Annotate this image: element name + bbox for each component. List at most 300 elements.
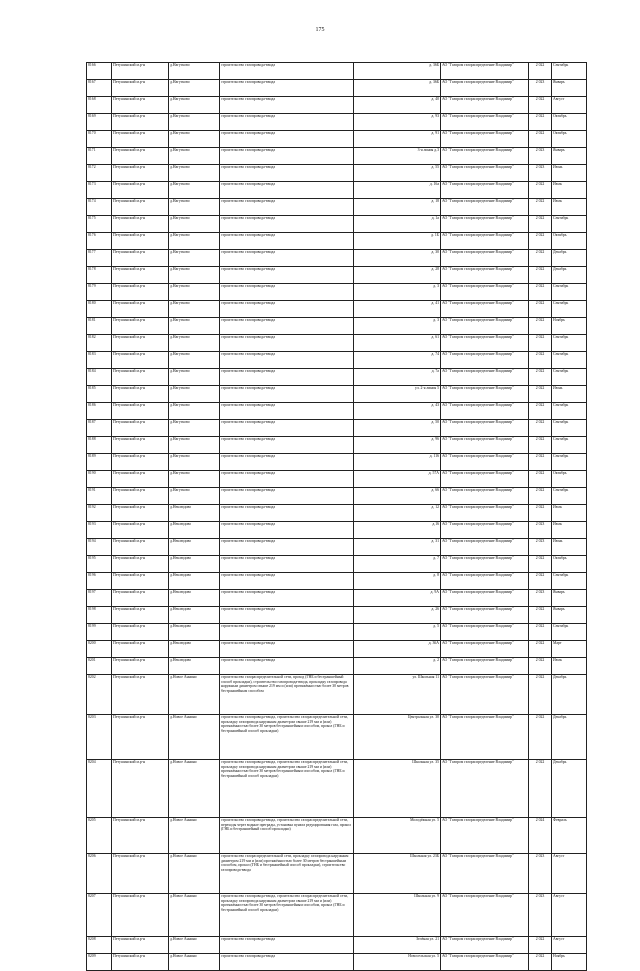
- row-number-cell: 8185: [87, 386, 112, 403]
- table-row: [87, 658, 587, 675]
- table-row: [87, 894, 587, 937]
- address-cell: д. 91: [354, 131, 441, 148]
- table-row: [87, 954, 587, 971]
- work-type-cell: строительство газопровода-ввода: [220, 131, 354, 148]
- year-cell: 2 022: [529, 216, 552, 233]
- records-table: [86, 62, 587, 971]
- table-row: [87, 148, 587, 165]
- table-row: [87, 675, 587, 715]
- month-cell: Декабрь: [552, 267, 587, 284]
- locality-cell: д.Нагутково: [169, 182, 220, 199]
- district-cell: Петушинский м.р-н: [112, 954, 169, 971]
- address-cell: д. 1Б: [354, 233, 441, 250]
- district-cell: Петушинский м.р-н: [112, 267, 169, 284]
- address-cell: ул. Школьная 11: [354, 675, 441, 715]
- address-cell: д. 16а: [354, 182, 441, 199]
- work-type-cell: строительство газопровода-ввода: [220, 369, 354, 386]
- organization-cell: АО "Газпром газораспределение Владимир": [441, 437, 529, 454]
- year-cell: 2 022: [529, 624, 552, 641]
- district-cell: Петушинский м.р-н: [112, 760, 169, 818]
- table-row: [87, 131, 587, 148]
- address-cell: д. 93: [354, 114, 441, 131]
- year-cell: 2 022: [529, 760, 552, 818]
- organization-cell: АО "Газпром газораспределение Владимир": [441, 267, 529, 284]
- organization-cell: АО "Газпром газораспределение Владимир": [441, 715, 529, 760]
- work-type-cell: строительство газораспределительной сети, прокладку газопровода наружным диаметром 219 мм и (или) протяжённостью более 30 метров бестраншейным способом, прокол (ГНБ и бестраншейный способ прокладки), строительство газопровода-ввода: [220, 854, 354, 894]
- locality-cell: д.Новое Аннино: [169, 675, 220, 715]
- row-number-cell: 8201: [87, 658, 112, 675]
- work-type-cell: строительство газопровода-ввода: [220, 471, 354, 488]
- address-cell: д.16: [354, 522, 441, 539]
- month-cell: Сентябрь: [552, 420, 587, 437]
- district-cell: Петушинский м.р-н: [112, 471, 169, 488]
- year-cell: 2 022: [529, 437, 552, 454]
- address-cell: д. 5: [354, 624, 441, 641]
- locality-cell: д.Нагутково: [169, 318, 220, 335]
- work-type-cell: строительство газопровода-ввода: [220, 301, 354, 318]
- year-cell: 2 023: [529, 522, 552, 539]
- organization-cell: АО "Газпром газораспределение Владимир": [441, 63, 529, 80]
- month-cell: Июль: [552, 199, 587, 216]
- table-row: [87, 80, 587, 97]
- district-cell: Петушинский м.р-н: [112, 131, 169, 148]
- district-cell: Петушинский м.р-н: [112, 641, 169, 658]
- year-cell: 2 022: [529, 954, 552, 971]
- month-cell: Октябрь: [552, 471, 587, 488]
- district-cell: Петушинский м.р-н: [112, 199, 169, 216]
- row-number-cell: 8199: [87, 624, 112, 641]
- row-number-cell: 8184: [87, 369, 112, 386]
- table-row: [87, 488, 587, 505]
- table-row: [87, 369, 587, 386]
- address-cell: д. 66: [354, 488, 441, 505]
- district-cell: Петушинский м.р-н: [112, 607, 169, 624]
- month-cell: Октябрь: [552, 114, 587, 131]
- locality-cell: д.Нагутково: [169, 335, 220, 352]
- row-number-cell: 8179: [87, 284, 112, 301]
- year-cell: 2 023: [529, 539, 552, 556]
- row-number-cell: 8204: [87, 760, 112, 818]
- organization-cell: АО "Газпром газораспределение Владимир": [441, 352, 529, 369]
- month-cell: Октябрь: [552, 233, 587, 250]
- row-number-cell: 8206: [87, 854, 112, 894]
- row-number-cell: 8166: [87, 63, 112, 80]
- locality-cell: д.Нагутково: [169, 437, 220, 454]
- table-row: [87, 250, 587, 267]
- organization-cell: АО "Газпром газораспределение Владимир": [441, 233, 529, 250]
- year-cell: 2 024: [529, 818, 552, 854]
- month-cell: Сентябрь: [552, 335, 587, 352]
- district-cell: Петушинский м.р-н: [112, 63, 169, 80]
- district-cell: Петушинский м.р-н: [112, 335, 169, 352]
- work-type-cell: строительство газопровода-ввода: [220, 284, 354, 301]
- row-number-cell: 8169: [87, 114, 112, 131]
- work-type-cell: строительство газопровода-ввода, строительство газораспределительной сети, прокладку газопровода наружным диаметром свыше 219 мм и (или) протяжённостью более 30 метров бестраншейным способом, прокол (ГНБ и бестраншейный способ прокладки): [220, 760, 354, 818]
- row-number-cell: 8194: [87, 539, 112, 556]
- year-cell: 2 022: [529, 352, 552, 369]
- year-cell: 2 022: [529, 556, 552, 573]
- district-cell: Петушинский м.р-н: [112, 894, 169, 937]
- month-cell: Октябрь: [552, 131, 587, 148]
- address-cell: д. 96: [354, 437, 441, 454]
- table-row: [87, 114, 587, 131]
- row-number-cell: 8191: [87, 488, 112, 505]
- organization-cell: АО "Газпром газораспределение Владимир": [441, 573, 529, 590]
- organization-cell: АО "Газпром газораспределение Владимир": [441, 420, 529, 437]
- table-row: [87, 715, 587, 760]
- work-type-cell: строительство газораспределительной сети, проход (ГНБ и бестраншейный способ прокладки), строительство газопровода-ввода, прокладку газопровода наружным диаметром свыше 219 мм и (или) протяжённостью более 30 метров бестраншейным способом: [220, 675, 354, 715]
- work-type-cell: строительство газопровода-ввода: [220, 607, 354, 624]
- row-number-cell: 8174: [87, 199, 112, 216]
- organization-cell: АО "Газпром газораспределение Владимир": [441, 80, 529, 97]
- district-cell: Петушинский м.р-н: [112, 854, 169, 894]
- table-row: [87, 539, 587, 556]
- organization-cell: АО "Газпром газораспределение Владимир": [441, 284, 529, 301]
- work-type-cell: строительство газопровода-ввода, строительство газораспределительной сети, прокладку газопровода наружным диаметром свыше 219 мм и (или) протяжённостью более 30 метров бестраншейным способом, прокол (ГНБ и бестраншейный способ прокладки): [220, 894, 354, 937]
- row-number-cell: 8198: [87, 607, 112, 624]
- year-cell: 2 022: [529, 267, 552, 284]
- organization-cell: АО "Газпром газораспределение Владимир": [441, 556, 529, 573]
- organization-cell: АО "Газпром газораспределение Владимир": [441, 894, 529, 937]
- organization-cell: АО "Газпром газораспределение Владимир": [441, 954, 529, 971]
- year-cell: 2 022: [529, 199, 552, 216]
- address-cell: Центральная ул. 30: [354, 715, 441, 760]
- work-type-cell: строительство газопровода-ввода: [220, 420, 354, 437]
- locality-cell: д.Нагутково: [169, 216, 220, 233]
- locality-cell: д.Неклюдово: [169, 539, 220, 556]
- locality-cell: д.Неклюдово: [169, 590, 220, 607]
- locality-cell: д.Новое Аннино: [169, 954, 220, 971]
- organization-cell: АО "Газпром газораспределение Владимир": [441, 216, 529, 233]
- address-cell: д. 9А: [354, 590, 441, 607]
- organization-cell: АО "Газпром газораспределение Владимир": [441, 335, 529, 352]
- work-type-cell: строительство газопровода-ввода: [220, 954, 354, 971]
- district-cell: Петушинский м.р-н: [112, 403, 169, 420]
- organization-cell: АО "Газпром газораспределение Владимир": [441, 675, 529, 715]
- month-cell: Ноябрь: [552, 318, 587, 335]
- row-number-cell: 8207: [87, 894, 112, 937]
- table-row: [87, 420, 587, 437]
- work-type-cell: строительство газопровода-ввода: [220, 488, 354, 505]
- organization-cell: АО "Газпром газораспределение Владимир": [441, 131, 529, 148]
- organization-cell: АО "Газпром газораспределение Владимир": [441, 454, 529, 471]
- district-cell: Петушинский м.р-н: [112, 488, 169, 505]
- organization-cell: АО "Газпром газораспределение Владимир": [441, 760, 529, 818]
- row-number-cell: 8180: [87, 301, 112, 318]
- address-cell: д. 74: [354, 352, 441, 369]
- year-cell: 2 023: [529, 854, 552, 894]
- table-row: [87, 590, 587, 607]
- work-type-cell: строительство газопровода-ввода: [220, 335, 354, 352]
- district-cell: Петушинский м.р-н: [112, 216, 169, 233]
- organization-cell: АО "Газпром газораспределение Владимир": [441, 488, 529, 505]
- year-cell: 2 022: [529, 641, 552, 658]
- year-cell: 2 022: [529, 488, 552, 505]
- page-number: 175: [315, 27, 325, 33]
- month-cell: Август: [552, 854, 587, 894]
- address-cell: Школьная ул. 35: [354, 760, 441, 818]
- year-cell: 2 022: [529, 318, 552, 335]
- month-cell: Сентябрь: [552, 352, 587, 369]
- row-number-cell: 8173: [87, 182, 112, 199]
- locality-cell: д.Неклюдово: [169, 658, 220, 675]
- organization-cell: АО "Газпром газораспределение Владимир": [441, 114, 529, 131]
- table-row: [87, 267, 587, 284]
- locality-cell: д.Нагутково: [169, 165, 220, 182]
- locality-cell: д.Нагутково: [169, 148, 220, 165]
- address-cell: д. 26: [354, 607, 441, 624]
- district-cell: Петушинский м.р-н: [112, 182, 169, 199]
- year-cell: 2 022: [529, 97, 552, 114]
- year-cell: 2 022: [529, 658, 552, 675]
- table-row: [87, 437, 587, 454]
- row-number-cell: 8209: [87, 954, 112, 971]
- table-row: [87, 624, 587, 641]
- table-row: [87, 301, 587, 318]
- locality-cell: д.Нагутково: [169, 267, 220, 284]
- row-number-cell: 8178: [87, 267, 112, 284]
- locality-cell: д.Новое Аннино: [169, 937, 220, 954]
- month-cell: Сентябрь: [552, 454, 587, 471]
- month-cell: Декабрь: [552, 715, 587, 760]
- month-cell: Сентябрь: [552, 369, 587, 386]
- row-number-cell: 8190: [87, 471, 112, 488]
- address-cell: д. 36Б: [354, 80, 441, 97]
- month-cell: Декабрь: [552, 675, 587, 715]
- locality-cell: д.Неклюдово: [169, 505, 220, 522]
- year-cell: 2 023: [529, 590, 552, 607]
- row-number-cell: 8183: [87, 352, 112, 369]
- work-type-cell: строительство газопровода-ввода: [220, 403, 354, 420]
- month-cell: Август: [552, 97, 587, 114]
- work-type-cell: строительство газопровода-ввода: [220, 63, 354, 80]
- locality-cell: д.Нагутково: [169, 301, 220, 318]
- organization-cell: АО "Газпром газораспределение Владимир": [441, 607, 529, 624]
- work-type-cell: строительство газопровода-ввода: [220, 624, 354, 641]
- district-cell: Петушинский м.р-н: [112, 658, 169, 675]
- table-row: [87, 937, 587, 954]
- address-cell: Зелёная ул. 21: [354, 937, 441, 954]
- organization-cell: АО "Газпром газораспределение Владимир": [441, 658, 529, 675]
- table-row: [87, 522, 587, 539]
- table-row: [87, 233, 587, 250]
- table-row: [87, 818, 587, 854]
- locality-cell: д.Неклюдово: [169, 556, 220, 573]
- address-cell: Школьная ул. 9: [354, 894, 441, 937]
- address-cell: д. 18: [354, 199, 441, 216]
- table-row: [87, 97, 587, 114]
- work-type-cell: строительство газопровода-ввода: [220, 114, 354, 131]
- row-number-cell: 8208: [87, 937, 112, 954]
- work-type-cell: строительство газопровода-ввода: [220, 233, 354, 250]
- organization-cell: АО "Газпром газораспределение Владимир": [441, 318, 529, 335]
- month-cell: Сентябрь: [552, 573, 587, 590]
- month-cell: Июль: [552, 505, 587, 522]
- organization-cell: АО "Газпром газораспределение Владимир": [441, 522, 529, 539]
- work-type-cell: строительство газопровода-ввода: [220, 97, 354, 114]
- year-cell: 2 022: [529, 63, 552, 80]
- year-cell: 2 022: [529, 335, 552, 352]
- row-number-cell: 8188: [87, 437, 112, 454]
- row-number-cell: 8205: [87, 818, 112, 854]
- table-row: [87, 386, 587, 403]
- organization-cell: АО "Газпром газораспределение Владимир": [441, 818, 529, 854]
- district-cell: Петушинский м.р-н: [112, 454, 169, 471]
- month-cell: Август: [552, 894, 587, 937]
- organization-cell: АО "Газпром газораспределение Владимир": [441, 386, 529, 403]
- locality-cell: д.Нагутково: [169, 250, 220, 267]
- year-cell: 2 022: [529, 284, 552, 301]
- year-cell: 2 022: [529, 471, 552, 488]
- row-number-cell: 8182: [87, 335, 112, 352]
- locality-cell: д.Нагутково: [169, 199, 220, 216]
- row-number-cell: 8202: [87, 675, 112, 715]
- district-cell: Петушинский м.р-н: [112, 301, 169, 318]
- table-row: [87, 760, 587, 818]
- address-cell: д. 1а: [354, 216, 441, 233]
- month-cell: Сентябрь: [552, 624, 587, 641]
- work-type-cell: строительство газопровода-ввода: [220, 641, 354, 658]
- month-cell: Сентябрь: [552, 437, 587, 454]
- locality-cell: д.Нагутково: [169, 386, 220, 403]
- organization-cell: АО "Газпром газораспределение Владимир": [441, 250, 529, 267]
- locality-cell: д.Новое Аннино: [169, 818, 220, 854]
- row-number-cell: 8171: [87, 148, 112, 165]
- district-cell: Петушинский м.р-н: [112, 114, 169, 131]
- district-cell: Петушинский м.р-н: [112, 420, 169, 437]
- address-cell: д. 8: [354, 573, 441, 590]
- locality-cell: д.Нагутково: [169, 403, 220, 420]
- district-cell: Петушинский м.р-н: [112, 352, 169, 369]
- table-row: [87, 505, 587, 522]
- month-cell: Февраль: [552, 818, 587, 854]
- year-cell: 2 022: [529, 573, 552, 590]
- month-cell: Июнь: [552, 386, 587, 403]
- month-cell: Сентябрь: [552, 488, 587, 505]
- row-number-cell: 8186: [87, 403, 112, 420]
- work-type-cell: строительство газопровода-ввода: [220, 199, 354, 216]
- district-cell: Петушинский м.р-н: [112, 148, 169, 165]
- row-number-cell: 8196: [87, 573, 112, 590]
- district-cell: Петушинский м.р-н: [112, 284, 169, 301]
- work-type-cell: строительство газопровода-ввода: [220, 454, 354, 471]
- address-cell: ул. 2-я линия 5: [354, 386, 441, 403]
- organization-cell: АО "Газпром газораспределение Владимир": [441, 471, 529, 488]
- locality-cell: д.Нагутково: [169, 352, 220, 369]
- table-row: [87, 556, 587, 573]
- year-cell: 2 022: [529, 937, 552, 954]
- address-cell: д. 7а: [354, 369, 441, 386]
- locality-cell: д.Неклюдово: [169, 641, 220, 658]
- district-cell: Петушинский м.р-н: [112, 675, 169, 715]
- table-row: [87, 335, 587, 352]
- address-cell: д. 3: [354, 284, 441, 301]
- locality-cell: д.Неклюдово: [169, 624, 220, 641]
- locality-cell: д.Новое Аннино: [169, 760, 220, 818]
- work-type-cell: строительство газопровода-ввода: [220, 522, 354, 539]
- records-table-body: [87, 63, 587, 971]
- row-number-cell: 8200: [87, 641, 112, 658]
- organization-cell: АО "Газпром газораспределение Владимир": [441, 641, 529, 658]
- year-cell: 2 022: [529, 182, 552, 199]
- address-cell: 3-я линия д.3: [354, 148, 441, 165]
- address-cell: д. 12: [354, 505, 441, 522]
- month-cell: Сентябрь: [552, 403, 587, 420]
- table-row: [87, 403, 587, 420]
- year-cell: 2 023: [529, 80, 552, 97]
- row-number-cell: 8192: [87, 505, 112, 522]
- work-type-cell: строительство газопровода-ввода: [220, 216, 354, 233]
- year-cell: 2 022: [529, 250, 552, 267]
- locality-cell: д.Нагутково: [169, 471, 220, 488]
- locality-cell: д.Нагутково: [169, 369, 220, 386]
- month-cell: Октябрь: [552, 556, 587, 573]
- work-type-cell: строительство газопровода-ввода: [220, 505, 354, 522]
- work-type-cell: строительство газопровода-ввода: [220, 250, 354, 267]
- address-cell: д. 61: [354, 335, 441, 352]
- year-cell: 2 022: [529, 607, 552, 624]
- year-cell: 2 022: [529, 131, 552, 148]
- locality-cell: д.Нагутково: [169, 80, 220, 97]
- month-cell: Январь: [552, 607, 587, 624]
- district-cell: Петушинский м.р-н: [112, 573, 169, 590]
- row-number-cell: 8167: [87, 80, 112, 97]
- work-type-cell: строительство газопровода-ввода: [220, 658, 354, 675]
- work-type-cell: строительство газопровода-ввода: [220, 352, 354, 369]
- locality-cell: д.Неклюдово: [169, 573, 220, 590]
- locality-cell: д.Новое Аннино: [169, 715, 220, 760]
- address-cell: д. 57А: [354, 471, 441, 488]
- year-cell: 2 022: [529, 386, 552, 403]
- table-row: [87, 607, 587, 624]
- address-cell: Молодёжная ул. 5: [354, 818, 441, 854]
- organization-cell: АО "Газпром газораспределение Владимир": [441, 165, 529, 182]
- organization-cell: АО "Газпром газораспределение Владимир": [441, 199, 529, 216]
- row-number-cell: 8168: [87, 97, 112, 114]
- organization-cell: АО "Газпром газораспределение Владимир": [441, 505, 529, 522]
- district-cell: Петушинский м.р-н: [112, 624, 169, 641]
- row-number-cell: 8197: [87, 590, 112, 607]
- month-cell: Сентябрь: [552, 63, 587, 80]
- district-cell: Петушинский м.р-н: [112, 437, 169, 454]
- district-cell: Петушинский м.р-н: [112, 165, 169, 182]
- row-number-cell: 8175: [87, 216, 112, 233]
- work-type-cell: строительство газопровода-ввода: [220, 556, 354, 573]
- address-cell: Новосельская ул. 5: [354, 954, 441, 971]
- organization-cell: АО "Газпром газораспределение Владимир": [441, 590, 529, 607]
- work-type-cell: строительство газопровода-ввода, строительство газораспределительной сети, переходы через водные преграды, установка пункта редуцирования газа, прокол (ГНБ и бестраншейный способ прокладки): [220, 818, 354, 854]
- month-cell: Ноябрь: [552, 954, 587, 971]
- year-cell: 2 022: [529, 675, 552, 715]
- month-cell: Сентябрь: [552, 284, 587, 301]
- district-cell: Петушинский м.р-н: [112, 818, 169, 854]
- district-cell: Петушинский м.р-н: [112, 556, 169, 573]
- table-row: [87, 641, 587, 658]
- month-cell: Июль: [552, 182, 587, 199]
- month-cell: Сентябрь: [552, 301, 587, 318]
- work-type-cell: строительство газопровода-ввода: [220, 590, 354, 607]
- district-cell: Петушинский м.р-н: [112, 539, 169, 556]
- organization-cell: АО "Газпром газораспределение Владимир": [441, 301, 529, 318]
- address-cell: д. 40: [354, 97, 441, 114]
- locality-cell: д.Нагутково: [169, 63, 220, 80]
- work-type-cell: строительство газопровода-ввода: [220, 80, 354, 97]
- month-cell: Август: [552, 937, 587, 954]
- month-cell: Март: [552, 641, 587, 658]
- row-number-cell: 8187: [87, 420, 112, 437]
- table-row: [87, 284, 587, 301]
- table-row: [87, 352, 587, 369]
